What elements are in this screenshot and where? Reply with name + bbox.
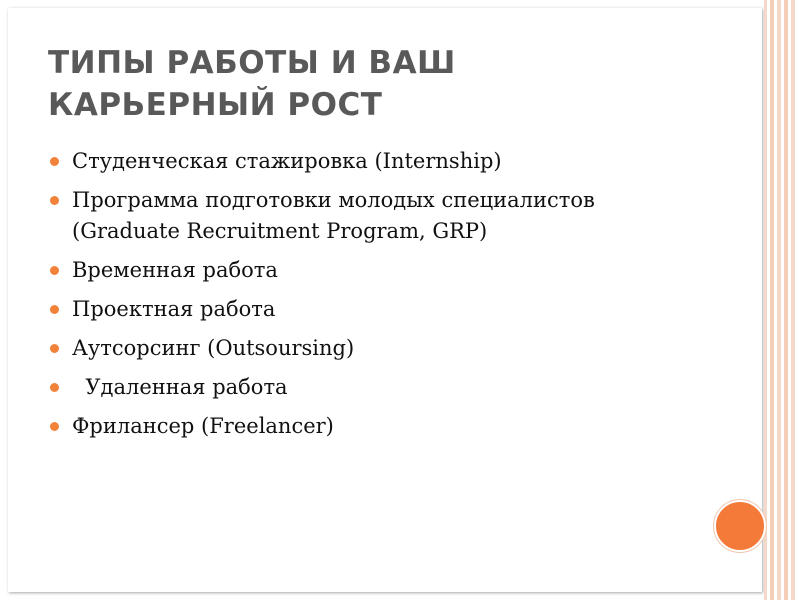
bullet-dot-icon <box>50 305 59 314</box>
bullet-dot-icon <box>50 266 59 275</box>
list-item <box>50 372 730 403</box>
list-item-text-continued: (Graduate Recruitment Program, GRP) <box>72 219 488 243</box>
bullet-dot-icon <box>50 422 59 431</box>
bullet-list <box>50 146 730 450</box>
list-item-text: Проектная работа <box>72 297 276 321</box>
slide-title <box>48 42 728 126</box>
list-item-text: Студенческая стажировка (Internship) <box>72 149 502 173</box>
bullet-dot-icon <box>50 344 59 353</box>
list-item-text: Временная работа <box>72 258 278 282</box>
title-line-2: КАРЬЕРНЫЙ РОСТ <box>48 87 383 123</box>
title-line-1: ТИПЫ РАБОТЫ И ВАШ <box>48 45 456 81</box>
list-item <box>50 146 730 177</box>
list-item-text: Аутсорсинг (Outsoursing) <box>72 336 355 360</box>
list-item <box>50 185 730 247</box>
list-item <box>50 333 730 364</box>
list-item-text: Фрилансер (Freelancer) <box>72 414 334 438</box>
accent-circle-icon <box>714 500 766 552</box>
decorative-stripes <box>764 0 800 600</box>
list-item <box>50 411 730 442</box>
bullet-dot-icon <box>50 196 59 205</box>
bullet-dot-icon <box>50 383 59 392</box>
list-item-text: Программа подготовки молодых специалистов <box>72 188 595 212</box>
bullet-dot-icon <box>50 157 59 166</box>
list-item <box>50 294 730 325</box>
list-item-text: Удаленная работа <box>72 375 288 399</box>
list-item <box>50 255 730 286</box>
